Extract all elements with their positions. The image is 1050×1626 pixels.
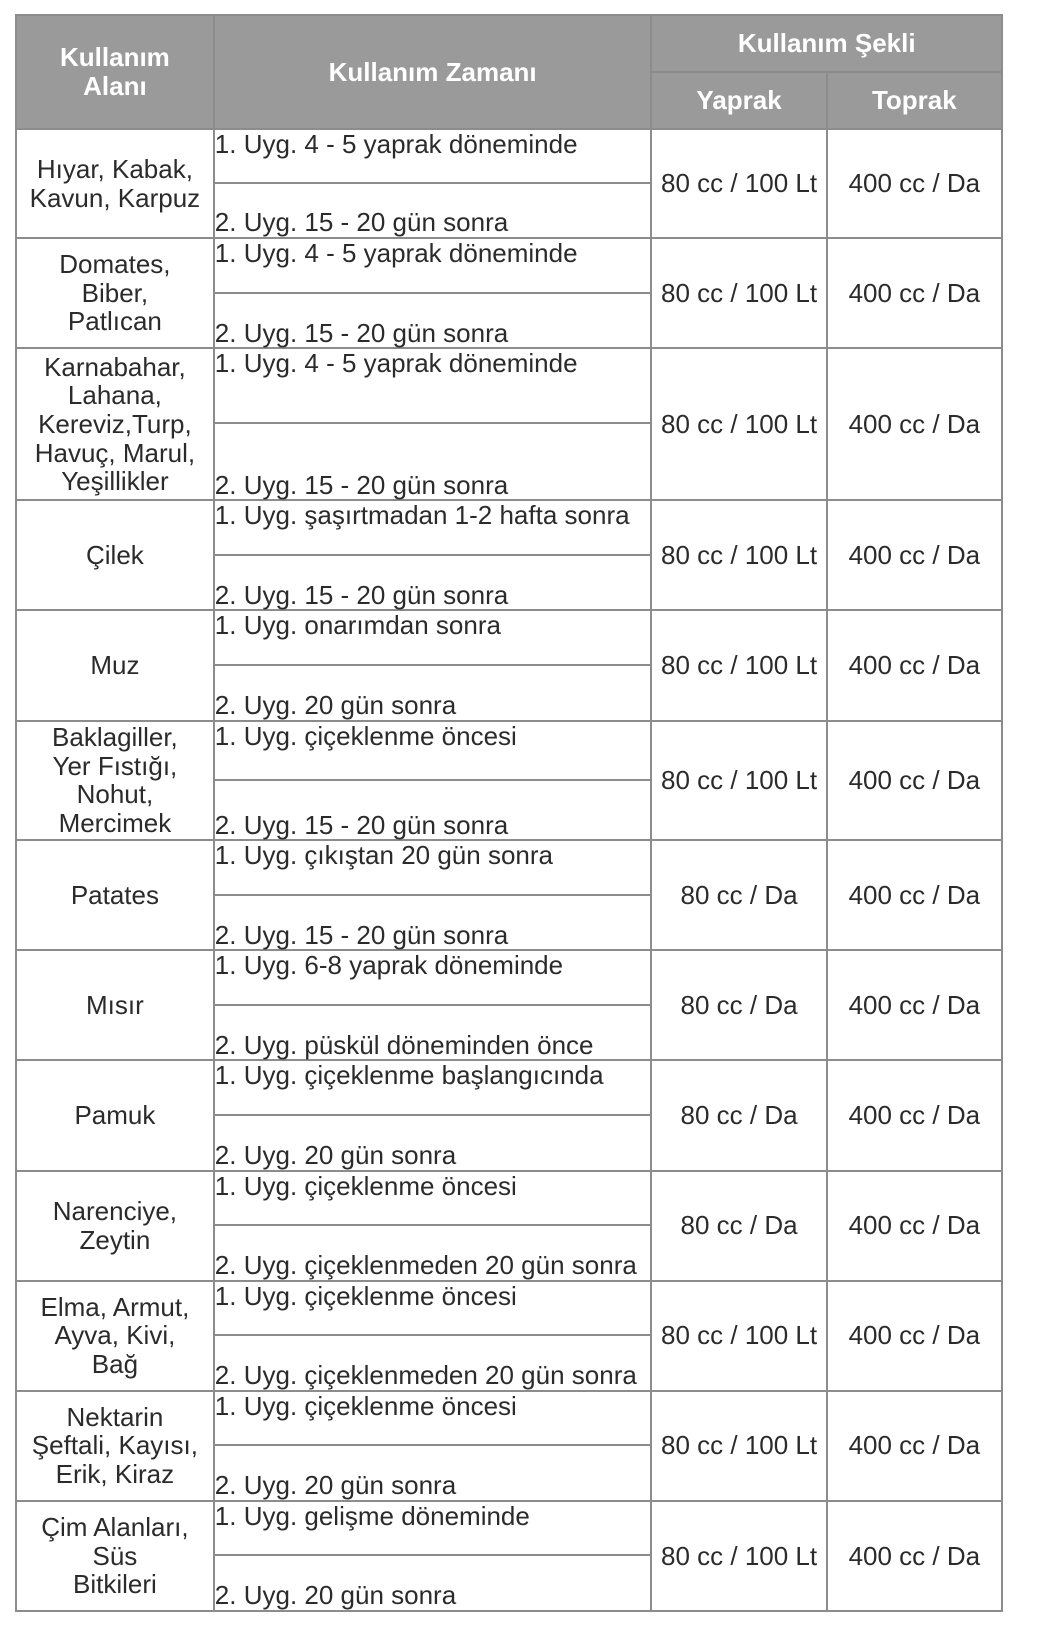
leaf-dose: 80 cc / Da (651, 950, 826, 1060)
second-application: 2. Uyg. 15 - 20 gün sonra (214, 183, 652, 239)
first-application: 1. Uyg. şaşırtmadan 1-2 hafta sonra (214, 500, 652, 555)
first-application: 1. Uyg. çiçeklenme öncesi (214, 1171, 652, 1226)
leaf-dose: 80 cc / 100 Lt (651, 129, 826, 238)
crop-area: Çilek (16, 500, 214, 610)
crop-area: Elma, Armut, Ayva, Kivi, Bağ (16, 1281, 214, 1391)
first-application: 1. Uyg. 4 - 5 yaprak döneminde (214, 238, 652, 293)
crop-area: Patates (16, 840, 214, 950)
leaf-dose: 80 cc / 100 Lt (651, 1391, 826, 1501)
crop-area: Baklagiller, Yer Fıstığı, Nohut, Mercimek (16, 721, 214, 841)
table-row (16, 348, 1002, 423)
first-application: 1. Uyg. çiçeklenme başlangıcında (214, 1060, 652, 1115)
second-application: 2. Uyg. 15 - 20 gün sonra (214, 555, 652, 611)
soil-dose: 400 cc / Da (827, 1391, 1002, 1501)
leaf-dose: 80 cc / 100 Lt (651, 238, 826, 348)
crop-area: Karnabahar, Lahana, Kereviz,Turp, Havuç, Marul, Yeşillikler (16, 348, 214, 500)
table-body (16, 129, 1002, 1611)
table-row (16, 1391, 1002, 1446)
first-application: 1. Uyg. gelişme döneminde (214, 1501, 652, 1556)
leaf-dose: 80 cc / Da (651, 1171, 826, 1281)
table-row (16, 129, 1002, 183)
crop-area: Pamuk (16, 1060, 214, 1170)
soil-dose: 400 cc / Da (827, 500, 1002, 610)
soil-dose: 400 cc / Da (827, 1171, 1002, 1281)
first-application: 1. Uyg. onarımdan sonra (214, 610, 652, 665)
crop-area: Mısır (16, 950, 214, 1060)
soil-dose: 400 cc / Da (827, 1501, 1002, 1611)
second-application: 2. Uyg. 20 gün sonra (214, 1445, 652, 1501)
second-application: 2. Uyg. 15 - 20 gün sonra (214, 293, 652, 349)
table-row (16, 500, 1002, 555)
second-application: 2. Uyg. püskül döneminden önce (214, 1005, 652, 1061)
soil-dose: 400 cc / Da (827, 1281, 1002, 1391)
first-application: 1. Uyg. 6-8 yaprak döneminde (214, 950, 652, 1005)
leaf-dose: 80 cc / Da (651, 1060, 826, 1170)
soil-dose: 400 cc / Da (827, 1060, 1002, 1170)
table-row (16, 1171, 1002, 1226)
header-area: Kullanım Alanı (16, 15, 214, 129)
table-row (16, 721, 1002, 781)
table-row (16, 1501, 1002, 1556)
second-application: 2. Uyg. 15 - 20 gün sonra (214, 780, 652, 840)
crop-area: Muz (16, 610, 214, 720)
table-row (16, 840, 1002, 895)
soil-dose: 400 cc / Da (827, 840, 1002, 950)
table-header (16, 15, 1002, 129)
first-application: 1. Uyg. 4 - 5 yaprak döneminde (214, 348, 652, 423)
leaf-dose: 80 cc / 100 Lt (651, 1501, 826, 1611)
table-row (16, 1060, 1002, 1115)
header-leaf: Yaprak (651, 72, 826, 129)
table-row (16, 950, 1002, 1005)
crop-area: Narenciye, Zeytin (16, 1171, 214, 1281)
first-application: 1. Uyg. 4 - 5 yaprak döneminde (214, 129, 652, 183)
second-application: 2. Uyg. 20 gün sonra (214, 665, 652, 721)
leaf-dose: 80 cc / 100 Lt (651, 610, 826, 720)
leaf-dose: 80 cc / 100 Lt (651, 500, 826, 610)
header-method: Kullanım Şekli (651, 15, 1002, 72)
second-application: 2. Uyg. 15 - 20 gün sonra (214, 423, 652, 500)
soil-dose: 400 cc / Da (827, 238, 1002, 348)
second-application: 2. Uyg. çiçeklenmeden 20 gün sonra (214, 1335, 652, 1391)
first-application: 1. Uyg. çiçeklenme öncesi (214, 721, 652, 781)
first-application: 1. Uyg. çiçeklenme öncesi (214, 1281, 652, 1336)
table-row (16, 1281, 1002, 1336)
crop-area: Nektarin Şeftali, Kayısı, Erik, Kiraz (16, 1391, 214, 1501)
usage-table (15, 14, 1003, 1612)
soil-dose: 400 cc / Da (827, 610, 1002, 720)
first-application: 1. Uyg. çıkıştan 20 gün sonra (214, 840, 652, 895)
second-application: 2. Uyg. 15 - 20 gün sonra (214, 895, 652, 951)
leaf-dose: 80 cc / 100 Lt (651, 1281, 826, 1391)
first-application: 1. Uyg. çiçeklenme öncesi (214, 1391, 652, 1446)
crop-area: Çim Alanları, Süs Bitkileri (16, 1501, 214, 1611)
second-application: 2. Uyg. 20 gün sonra (214, 1115, 652, 1171)
header-soil: Toprak (827, 72, 1002, 129)
soil-dose: 400 cc / Da (827, 348, 1002, 500)
leaf-dose: 80 cc / Da (651, 840, 826, 950)
crop-area: Domates, Biber, Patlıcan (16, 238, 214, 348)
leaf-dose: 80 cc / 100 Lt (651, 348, 826, 500)
second-application: 2. Uyg. 20 gün sonra (214, 1555, 652, 1611)
soil-dose: 400 cc / Da (827, 129, 1002, 238)
table-row (16, 610, 1002, 665)
leaf-dose: 80 cc / 100 Lt (651, 721, 826, 841)
soil-dose: 400 cc / Da (827, 721, 1002, 841)
table-row (16, 238, 1002, 293)
crop-area: Hıyar, Kabak, Kavun, Karpuz (16, 129, 214, 238)
soil-dose: 400 cc / Da (827, 950, 1002, 1060)
header-time: Kullanım Zamanı (214, 15, 652, 129)
second-application: 2. Uyg. çiçeklenmeden 20 gün sonra (214, 1225, 652, 1281)
